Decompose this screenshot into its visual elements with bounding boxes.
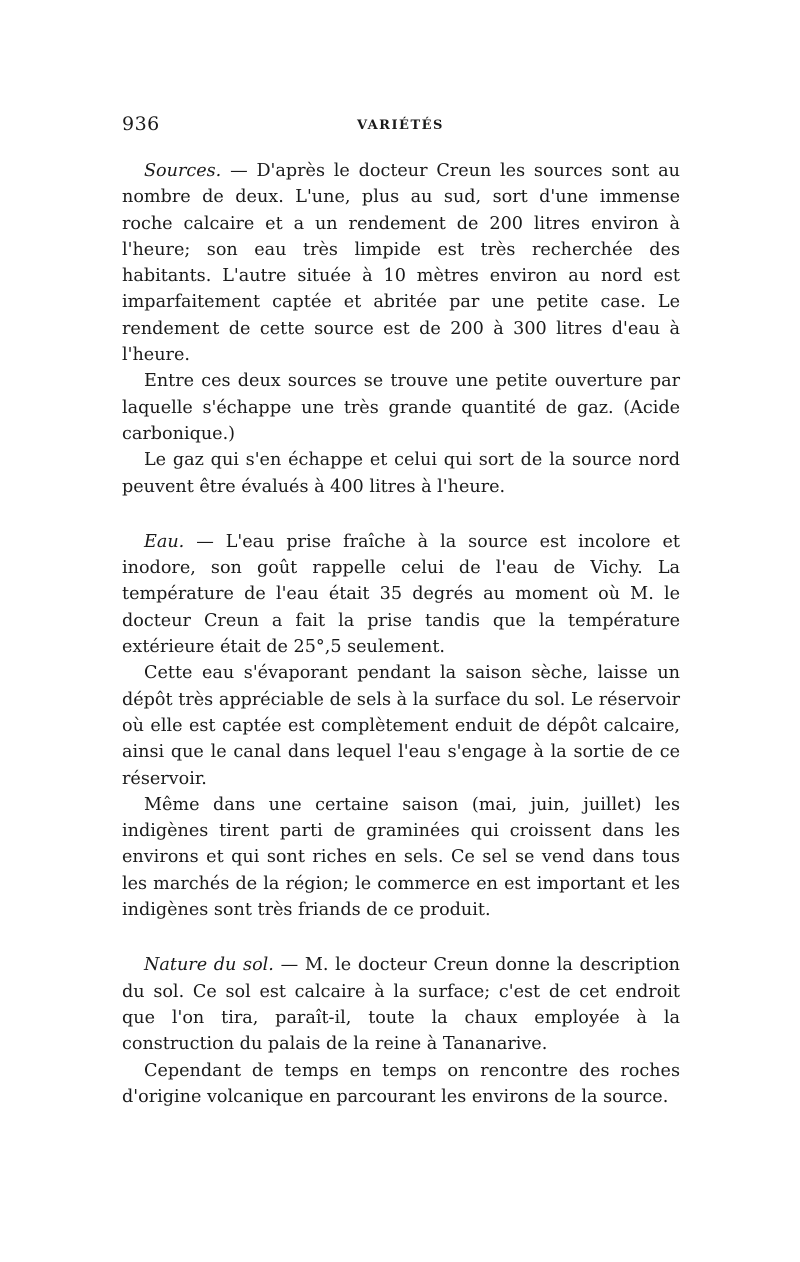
paragraph-text: — D'après le docteur Creun les sources sont au nombre de deux. L'une, plus au sud, sort d'une immense roche calcaire et a un rendement de 200 litres environ à l'heure; son eau très limpide est très recherchée des habitants. L'autre située à 10 mètres environ au nord est imparfaitement captée et abritée par une petite case. Le rendement de cette source est de 200 à 300 litres d'eau à l'heure. <box>122 161 680 366</box>
section-heading: Sources. <box>144 161 222 181</box>
paragraph-text: — M. le docteur Creun donne la description du sol. Ce sol est calcaire à la surface; c'est de cet endroit que l'on tira, paraît-il, toute la chaux employée à la construction du palais de la reine à Tananarive. <box>122 955 680 1055</box>
section-sources <box>122 158 680 500</box>
paragraph <box>122 529 680 660</box>
page-header <box>122 113 680 143</box>
section-heading: Nature du sol. <box>144 955 274 976</box>
paragraph: Même dans une certaine saison (mai, juin, juillet) les indigènes tirent parti de graminées qui croissent dans les environs et qui sont riches en sels. Ce sel se vend dans tous les marchés de la région; le commerce en est important et les indigènes sont très friands de ce produit. <box>122 794 680 921</box>
page-number: 936 <box>122 113 160 135</box>
paragraph <box>122 952 680 1057</box>
paragraph: Entre ces deux sources se trouve une petite ouverture par laquelle s'échappe une très grande quantité de gaz. (Acide carbonique.) <box>122 371 680 444</box>
paragraph: Cependant de temps en temps on rencontre des roches d'origine volcanique en parcourant les environs de la source. <box>122 1060 680 1107</box>
paragraph-text: — L'eau prise fraîche à la source est incolore et inodore, son goût rappelle celui de l'eau de Vichy. La température de l'eau était 35 degrés au moment où M. le docteur Creun a fait la prise tandis que la température extérieure était de 25°,5 seulement. <box>122 531 680 658</box>
section-nature-du-sol <box>122 952 680 1110</box>
running-title: VARIÉTÉS <box>357 118 444 133</box>
section-eau <box>122 529 680 923</box>
paragraph: Cette eau s'évaporant pendant la saison sèche, laisse un dépôt très appréciable de sels à la surface du sol. Le réservoir où elle est captée est complètement enduit de dépôt calcaire, ainsi que le canal dans lequel l'eau s'engage à la sortie de ce réservoir. <box>122 663 680 789</box>
paragraph <box>122 158 680 368</box>
section-heading: Eau. <box>144 531 185 552</box>
body-text <box>122 158 680 1110</box>
paragraph: Le gaz qui s'en échappe et celui qui sort de la source nord peuvent être évalués à 400 litres à l'heure. <box>122 450 680 497</box>
